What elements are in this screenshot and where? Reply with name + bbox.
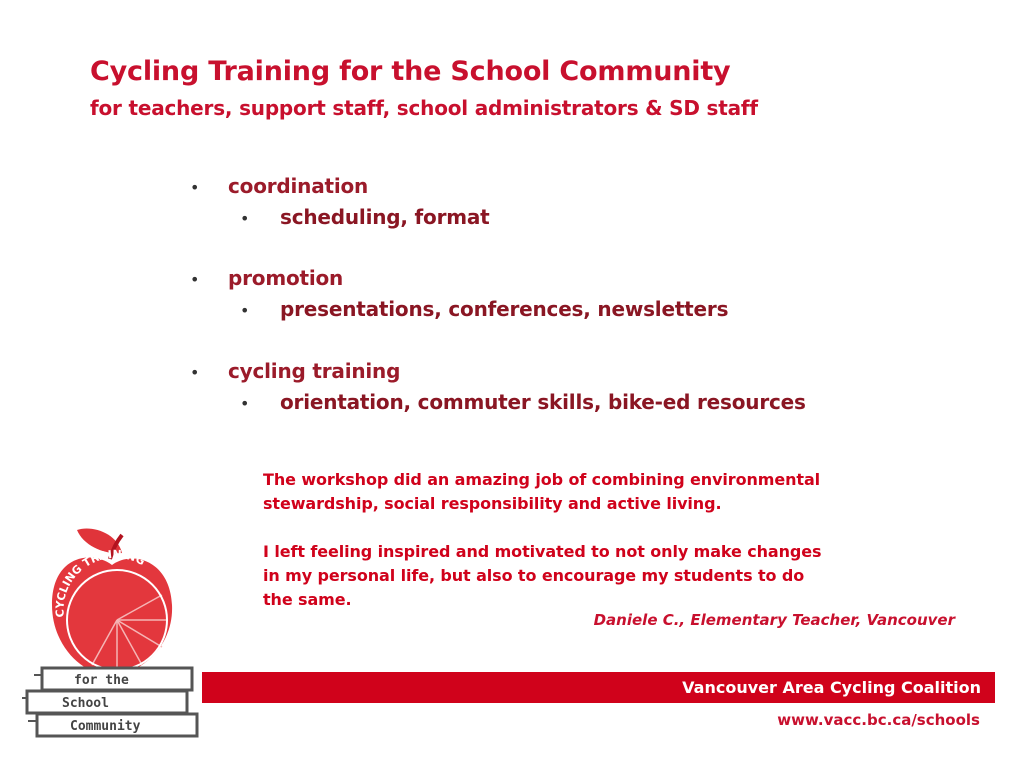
footer-url-link[interactable]: www.vacc.bc.ca/schools — [777, 711, 980, 729]
organization-name: Vancouver Area Cycling Coalition — [682, 678, 981, 697]
sub-bullet-label: orientation, commuter skills, bike-ed resources — [280, 390, 806, 414]
bullet-dot-icon: • — [240, 301, 250, 320]
bullet-dot-icon: • — [190, 178, 200, 197]
bullet-item — [190, 266, 343, 290]
bullet-label: coordination — [228, 174, 369, 198]
testimonial-line: the same. — [263, 590, 352, 609]
book-text-bottom: Community — [70, 719, 141, 734]
footer-bar — [202, 672, 995, 703]
book-text-middle: School — [62, 696, 109, 711]
testimonial-line: The workshop did an amazing job of combining environmental — [263, 470, 821, 489]
testimonial-attribution: Daniele C., Elementary Teacher, Vancouver — [593, 611, 955, 629]
bullet-dot-icon: • — [190, 363, 200, 382]
sub-bullet-item — [240, 390, 806, 414]
testimonial-line: I left feeling inspired and motivated to not only make changes — [263, 542, 822, 561]
testimonial-line: in my personal life, but also to encourage my students to do — [263, 566, 805, 585]
sub-bullet-label: scheduling, format — [280, 205, 490, 229]
slide-subtitle: for teachers, support staff, school administrators & SD staff — [90, 96, 758, 120]
bullet-dot-icon: • — [240, 209, 250, 228]
book-text-top: for the — [74, 673, 129, 688]
bullet-dot-icon: • — [190, 270, 200, 289]
testimonial-line: stewardship, social responsibility and active living. — [263, 494, 722, 513]
sub-bullet-item — [240, 297, 728, 321]
testimonial-paragraph — [263, 468, 953, 516]
logo-arc-text: CYCLING TRAINING — [53, 547, 148, 618]
bullet-label: cycling training — [228, 359, 401, 383]
slide-title: Cycling Training for the School Community — [90, 56, 731, 87]
cycling-training-logo — [22, 525, 202, 740]
bullet-item — [190, 359, 400, 383]
sub-bullet-label: presentations, conferences, newsletters — [280, 297, 729, 321]
sub-bullet-item — [240, 205, 490, 229]
bullet-dot-icon: • — [240, 394, 250, 413]
bullet-label: promotion — [228, 266, 344, 290]
bullet-item — [190, 174, 368, 198]
testimonial-paragraph — [263, 540, 953, 612]
